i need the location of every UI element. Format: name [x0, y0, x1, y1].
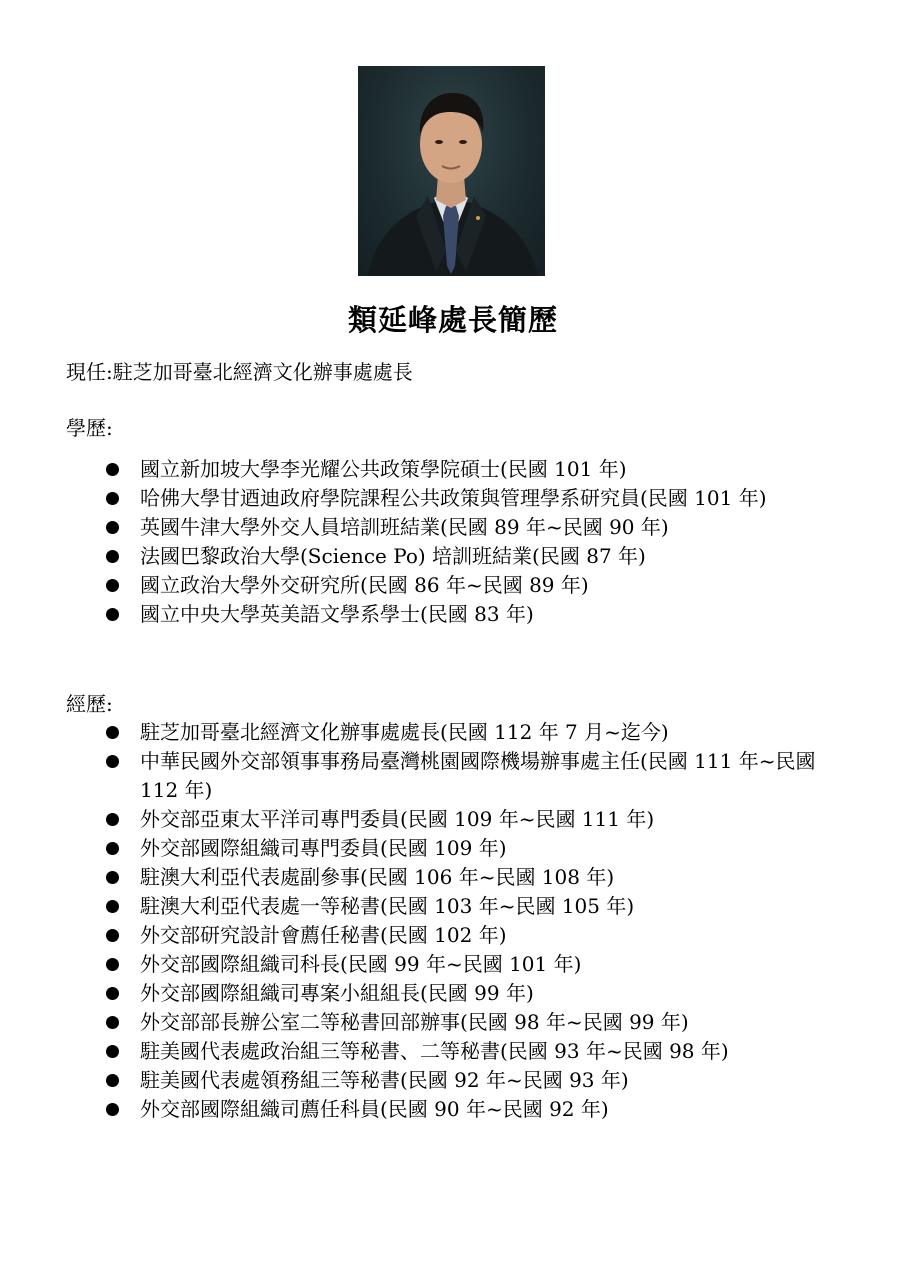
bullet-icon	[106, 521, 119, 534]
bullet-icon	[106, 1045, 119, 1058]
list-item: 駐美國代表處領務組三等秘書(民國 92 年~民國 93 年)	[106, 1066, 826, 1095]
page-title: 類延峰處長簡歷	[347, 303, 558, 337]
bullet-icon	[106, 1016, 119, 1029]
experience-list	[106, 718, 826, 1124]
list-item: 中華民國外交部領事事務局臺灣桃園國際機場辦事處主任(民國 111 年~民國 112 年)	[106, 747, 826, 805]
list-item: 外交部國際組織司專門委員(民國 109 年)	[106, 834, 826, 863]
list-item: 駐美國代表處政治組三等秘書、二等秘書(民國 93 年~民國 98 年)	[106, 1037, 826, 1066]
list-item: 外交部亞東太平洋司專門委員(民國 109 年~民國 111 年)	[106, 805, 826, 834]
list-item: 外交部研究設計會薦任秘書(民國 102 年)	[106, 921, 826, 950]
list-item: 駐澳大利亞代表處副參事(民國 106 年~民國 108 年)	[106, 863, 826, 892]
list-item: 外交部國際組織司薦任科員(民國 90 年~民國 92 年)	[106, 1095, 826, 1124]
experience-heading: 經歷:	[66, 692, 113, 716]
bullet-icon	[106, 755, 119, 768]
list-item: 外交部部長辦公室二等秘書回部辦事(民國 98 年~民國 99 年)	[106, 1008, 826, 1037]
bullet-icon	[106, 726, 119, 739]
portrait-photo	[358, 66, 545, 276]
bullet-icon	[106, 871, 119, 884]
bullet-icon	[106, 1074, 119, 1087]
list-item: 哈佛大學甘迺迪政府學院課程公共政策與管理學系研究員(民國 101 年)	[106, 484, 826, 513]
bullet-icon	[106, 463, 119, 476]
bullet-icon	[106, 813, 119, 826]
bullet-icon	[106, 900, 119, 913]
list-item: 駐芝加哥臺北經濟文化辦事處處長(民國 112 年 7 月~迄今)	[106, 718, 826, 747]
list-item: 國立政治大學外交研究所(民國 86 年~民國 89 年)	[106, 571, 826, 600]
list-item: 外交部國際組織司專案小組組長(民國 99 年)	[106, 979, 826, 1008]
bullet-icon	[106, 1103, 119, 1116]
bullet-icon	[106, 958, 119, 971]
list-item: 英國牛津大學外交人員培訓班結業(民國 89 年~民國 90 年)	[106, 513, 826, 542]
bullet-icon	[106, 987, 119, 1000]
list-item: 法國巴黎政治大學(Science Po) 培訓班結業(民國 87 年)	[106, 542, 826, 571]
list-item: 國立新加坡大學李光耀公共政策學院碩士(民國 101 年)	[106, 455, 826, 484]
education-list	[106, 455, 826, 629]
list-item: 外交部國際組織司科長(民國 99 年~民國 101 年)	[106, 950, 826, 979]
education-heading: 學歷:	[66, 416, 113, 440]
bullet-icon	[106, 608, 119, 621]
bullet-icon	[106, 579, 119, 592]
bullet-icon	[106, 492, 119, 505]
current-position: 現任:駐芝加哥臺北經濟文化辦事處處長	[66, 360, 413, 384]
list-item: 駐澳大利亞代表處一等秘書(民國 103 年~民國 105 年)	[106, 892, 826, 921]
bullet-icon	[106, 842, 119, 855]
bullet-icon	[106, 929, 119, 942]
list-item: 國立中央大學英美語文學系學士(民國 83 年)	[106, 600, 826, 629]
bullet-icon	[106, 550, 119, 563]
